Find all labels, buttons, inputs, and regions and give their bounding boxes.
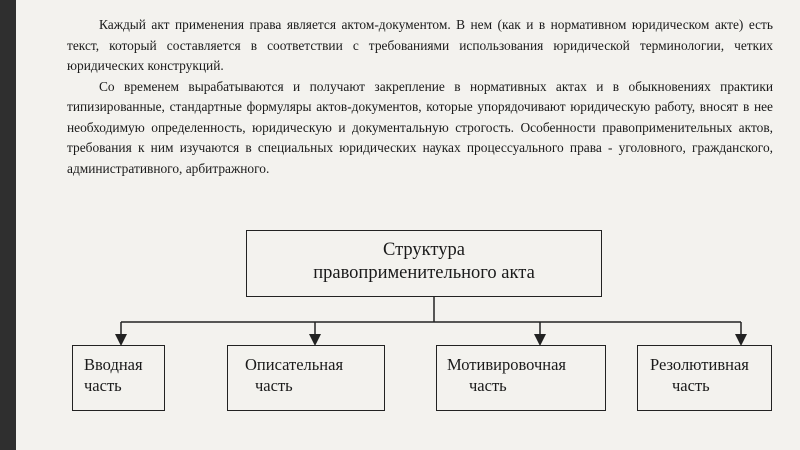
part-4-line-1: Резолютивная: [650, 355, 749, 374]
part-2-line-1: Описательная: [245, 355, 344, 374]
left-accent-bar: [0, 0, 16, 450]
structure-title-box: [246, 230, 602, 297]
title-line-2: правоприменительного акта: [313, 263, 535, 283]
part-box-resolutive: [637, 345, 772, 411]
part-box-introductory: [72, 345, 165, 411]
title-line-1: Структура: [383, 240, 465, 260]
body-text: [67, 15, 773, 179]
paragraph-2: Со временем вырабатываются и получают закрепление в нормативных актах и в обыкновениях практики типизированные, стандартные формуляры актов-документов, которые упорядочивают юридическую работу, вносят в нее необходимую определенность, юридическую и документальную строгость. Особенности правоприменительных актов, требования к ним изучаются в специальных юридических науках процессуального права - уголовного, гражданского, административного, арбитражного.: [67, 78, 773, 176]
part-3-line-1: Мотивировочная: [447, 355, 566, 374]
part-1-line-2: часть: [84, 376, 122, 395]
part-box-motivational: [436, 345, 606, 411]
paragraph-1: Каждый акт применения права является актом-документом. В нем (как и в нормативном юридическом акте) есть текст, который составляется в соответствии с требованиями использования юридической терминологии, четких юридических конструкций.: [67, 17, 773, 73]
part-2-line-2: часть: [255, 376, 293, 395]
part-1-line-1: Вводная: [84, 355, 143, 374]
part-3-line-2: часть: [469, 376, 507, 395]
part-4-line-2: часть: [672, 376, 710, 395]
part-box-descriptive: [227, 345, 385, 411]
